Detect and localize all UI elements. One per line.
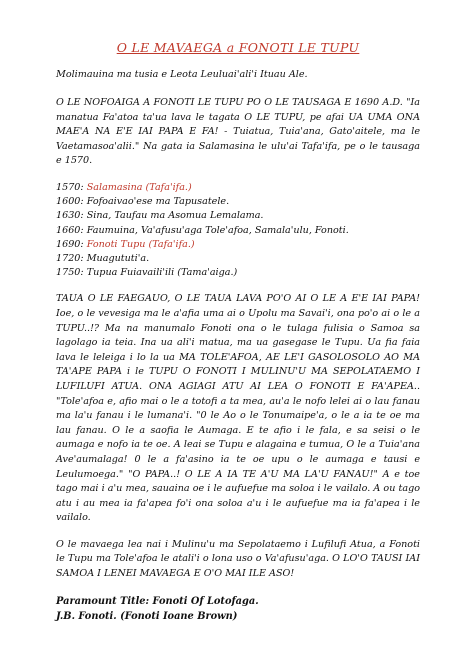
signature-title: Paramount Title: Fonoti Of Lotofaga. (56, 595, 259, 607)
timeline-entry: Fonoti Tupu (Tafa'ifa.) (86, 238, 195, 250)
signature-block (56, 594, 420, 624)
signature-name: J.B. Fonoti. (Fonoti Ioane Brown) (56, 610, 238, 622)
timeline-row (56, 195, 420, 209)
timeline-year: 1690: (56, 238, 84, 250)
timeline-year: 1750: (56, 267, 84, 279)
lineage-timeline (56, 181, 420, 280)
intro-paragraph: O LE NOFOAIGA A FONOTI LE TUPU PO O LE TAUSAGA E 1690 A.D. "Ia manatua Fa'atoa ta'ua lava le tagata O LE TUPU, pe afai UA UMA ONA MAE'A NA E'E IAI PAPA E FA! - Tuiatua, Tuia'ana, Gato'aitele, ma le Vaetamasoa'alii." Na gata ia Salamasina le ulu'ai Tafa'ifa, pe o le tausaga e 1570. (56, 97, 420, 167)
timeline-row (56, 252, 420, 266)
timeline-row (56, 266, 420, 280)
timeline-row (56, 181, 420, 195)
timeline-entry: Faumuina, Va'afusu'aga Tole'afoa, Samala'ulu, Fonoti. (86, 224, 349, 236)
closing-paragraph: O le mavaega lea nai i Mulinu'u ma Sepolataemo i Lufilufi Atua, a Fonoti le Tupu ma Tole'afoa le atali'i o lona uso o Va'afusu'aga. O LO'O TAUSI IAI SAMOA I LENEI MAVAEGA E O'O MAI ILE ASO! (56, 538, 420, 580)
timeline-row (56, 224, 420, 238)
timeline-entry: Sina, Taufau ma Asomua Lemalama. (86, 210, 264, 222)
timeline-row (56, 209, 420, 223)
timeline-entry: Fofoaivao'ese ma Tapusatele. (86, 196, 230, 208)
document-subtitle: Molimauina ma tusia e Leota Leuluai'ali'i Ituau Ale. (56, 69, 308, 80)
document-title: O LE MAVAEGA a FONOTI LE TUPU (116, 40, 360, 55)
timeline-year: 1720: (56, 252, 84, 264)
story-paragraph: TAUA O LE FAEGAUO, O LE TAUA LAVA PO'O AI O LE A E'E IAI PAPA! Ioe, o le vevesiga ma le a'afia uma ai o Upolu ma Savai'i, ona po'o ai o le a TUPU..!? Ma na manumalo Fonoti ona o le tulaga fulisia o Samoa sa lagolago ia teia. Ina ua ali'i matua, ma ua gasegase le Tupu. Ua fia faia lava le leleiga i lo la ua MA TOLE'AFOA, AE LE'I GASOLOSOLO AO MA TA'APE PAPA i le TUPU O FONOTI I MULINU'U MA SEPOLATAEMO I LUFILUFI ATUA. ONA AGIAGI ATU AI LEA O FONOTI E FA'APEA.. "Tole'afoa e, afio mai o le a totofi a ta mea, au'a le nofo lelei ai o lau fanau ma la'u fanau i le lumana'i. "0 le Ao o le Tonumaipe'a, o le a ia te oe ma lau fanau. O le a saofia le Aumaga. E te afio i le fala, e sa seisi o le aumaga e nofo ia te oe. A leai se Tupu e alagaina e tumua, O le a Tuia'ana Ave'aumalaga! 0 le a fa'asino ia te oe upu o le aumaga e tausi e Leulumoega." "O PAPA..! O LE A IA TE A'U MA LA'U FANAU!" A e toe tago mai i a'u mea, sauaina oe i le aufuefue ma soloa i le vailalo. A ou tago atu i au mea ia fa'apea fo'i ona soloa a'u i le aufuefue ma ia fa'apea i le vailalo. (56, 293, 420, 524)
timeline-year: 1570: (56, 181, 84, 193)
timeline-year: 1630: (56, 210, 84, 222)
timeline-entry: Tupua Fuiavaili'ili (Tama'aiga.) (86, 267, 238, 279)
timeline-entry: Salamasina (Tafa'ifa.) (86, 181, 192, 193)
timeline-entry: Muagututi'a. (86, 252, 150, 264)
timeline-row (56, 238, 420, 252)
timeline-year: 1660: (56, 224, 84, 236)
timeline-year: 1600: (56, 196, 84, 208)
